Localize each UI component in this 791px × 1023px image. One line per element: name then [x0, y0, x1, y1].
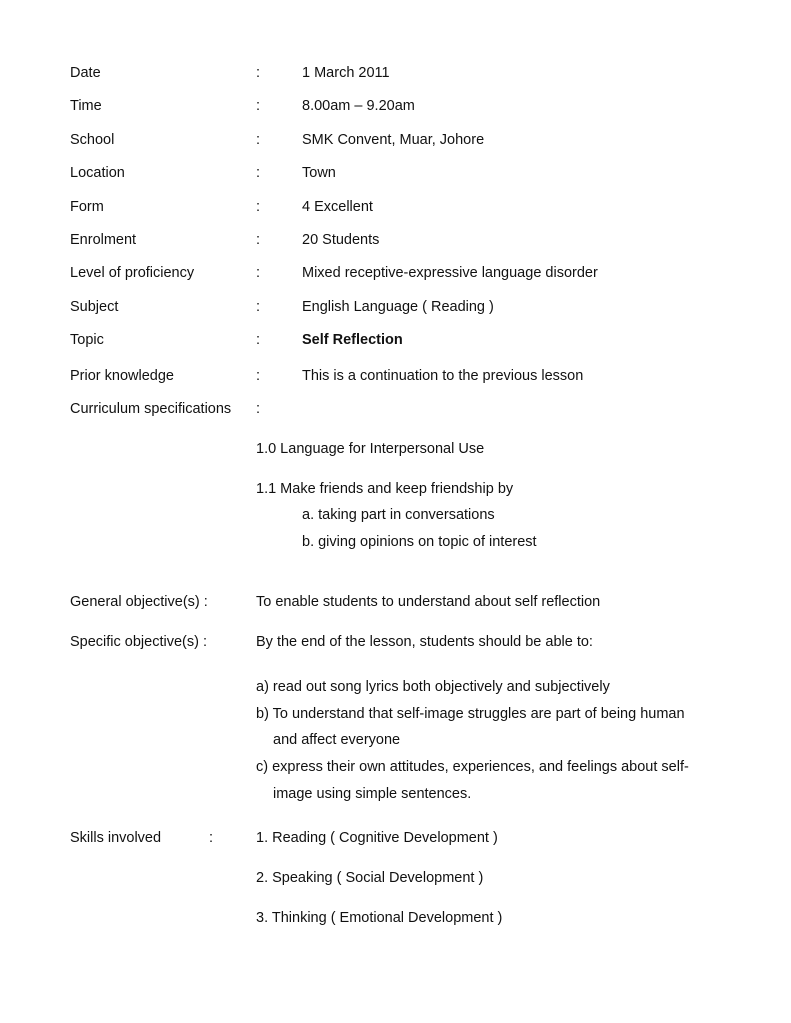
date-value: 1 March 2011 [302, 65, 390, 81]
subject-colon: : [256, 299, 261, 315]
topic-value: Self Reflection [302, 332, 403, 348]
school-colon: : [256, 132, 261, 148]
curriculum-sub-b: b. giving opinions on topic of interest [302, 534, 537, 550]
proficiency-value: Mixed receptive-expressive language disorder [302, 265, 598, 281]
skills-item-3: 3. Thinking ( Emotional Development ) [256, 910, 503, 926]
time-label: Time [70, 98, 102, 114]
curriculum-item-1: 1.0 Language for Interpersonal Use [256, 441, 485, 457]
skills-label: Skills involved [70, 830, 162, 846]
skills-item-2: 2. Speaking ( Social Development ) [256, 870, 484, 886]
location-value: Town [302, 165, 336, 181]
location-label: Location [70, 165, 125, 181]
subject-label: Subject [70, 299, 119, 315]
form-colon: : [256, 199, 261, 215]
date-colon: : [256, 65, 261, 81]
school-label: School [70, 132, 115, 148]
form-label: Form [70, 199, 104, 215]
enrolment-colon: : [256, 232, 261, 248]
enrolment-value: 20 Students [302, 232, 380, 248]
time-value: 8.00am – 9.20am [302, 98, 415, 114]
topic-label: Topic [70, 332, 104, 348]
specific-objective-b-line2: and affect everyone [273, 732, 401, 748]
prior-knowledge-colon: : [256, 368, 261, 384]
proficiency-colon: : [256, 265, 261, 281]
specific-objective-c-line1: c) express their own attitudes, experiences, and feelings about self- [256, 759, 689, 775]
prior-knowledge-label: Prior knowledge [70, 368, 174, 384]
time-colon: : [256, 98, 261, 114]
location-colon: : [256, 165, 261, 181]
form-value: 4 Excellent [302, 199, 373, 215]
curriculum-sub-a: a. taking part in conversations [302, 507, 495, 523]
specific-objective-label: Specific objective(s) : [70, 634, 207, 650]
school-value: SMK Convent, Muar, Johore [302, 132, 485, 148]
specific-objective-b-line1: b) To understand that self-image struggles are part of being human [256, 706, 685, 722]
prior-knowledge-value: This is a continuation to the previous lesson [302, 368, 584, 384]
curriculum-label: Curriculum specifications [70, 401, 232, 417]
skills-colon: : [209, 830, 214, 846]
topic-colon: : [256, 332, 261, 348]
curriculum-item-2: 1.1 Make friends and keep friendship by [256, 481, 514, 497]
subject-value: English Language ( Reading ) [302, 299, 494, 315]
skills-item-1: 1. Reading ( Cognitive Development ) [256, 830, 498, 846]
specific-objective-value: By the end of the lesson, students should be able to: [256, 634, 593, 650]
specific-objective-c-line2: image using simple sentences. [273, 786, 472, 802]
date-label: Date [70, 65, 101, 81]
general-objective-label: General objective(s) : [70, 594, 208, 610]
enrolment-label: Enrolment [70, 232, 137, 248]
specific-objective-a: a) read out song lyrics both objectively and subjectively [256, 679, 610, 695]
curriculum-colon: : [256, 401, 261, 417]
proficiency-label: Level of proficiency [70, 265, 195, 281]
general-objective-value: To enable students to understand about self reflection [256, 594, 601, 610]
